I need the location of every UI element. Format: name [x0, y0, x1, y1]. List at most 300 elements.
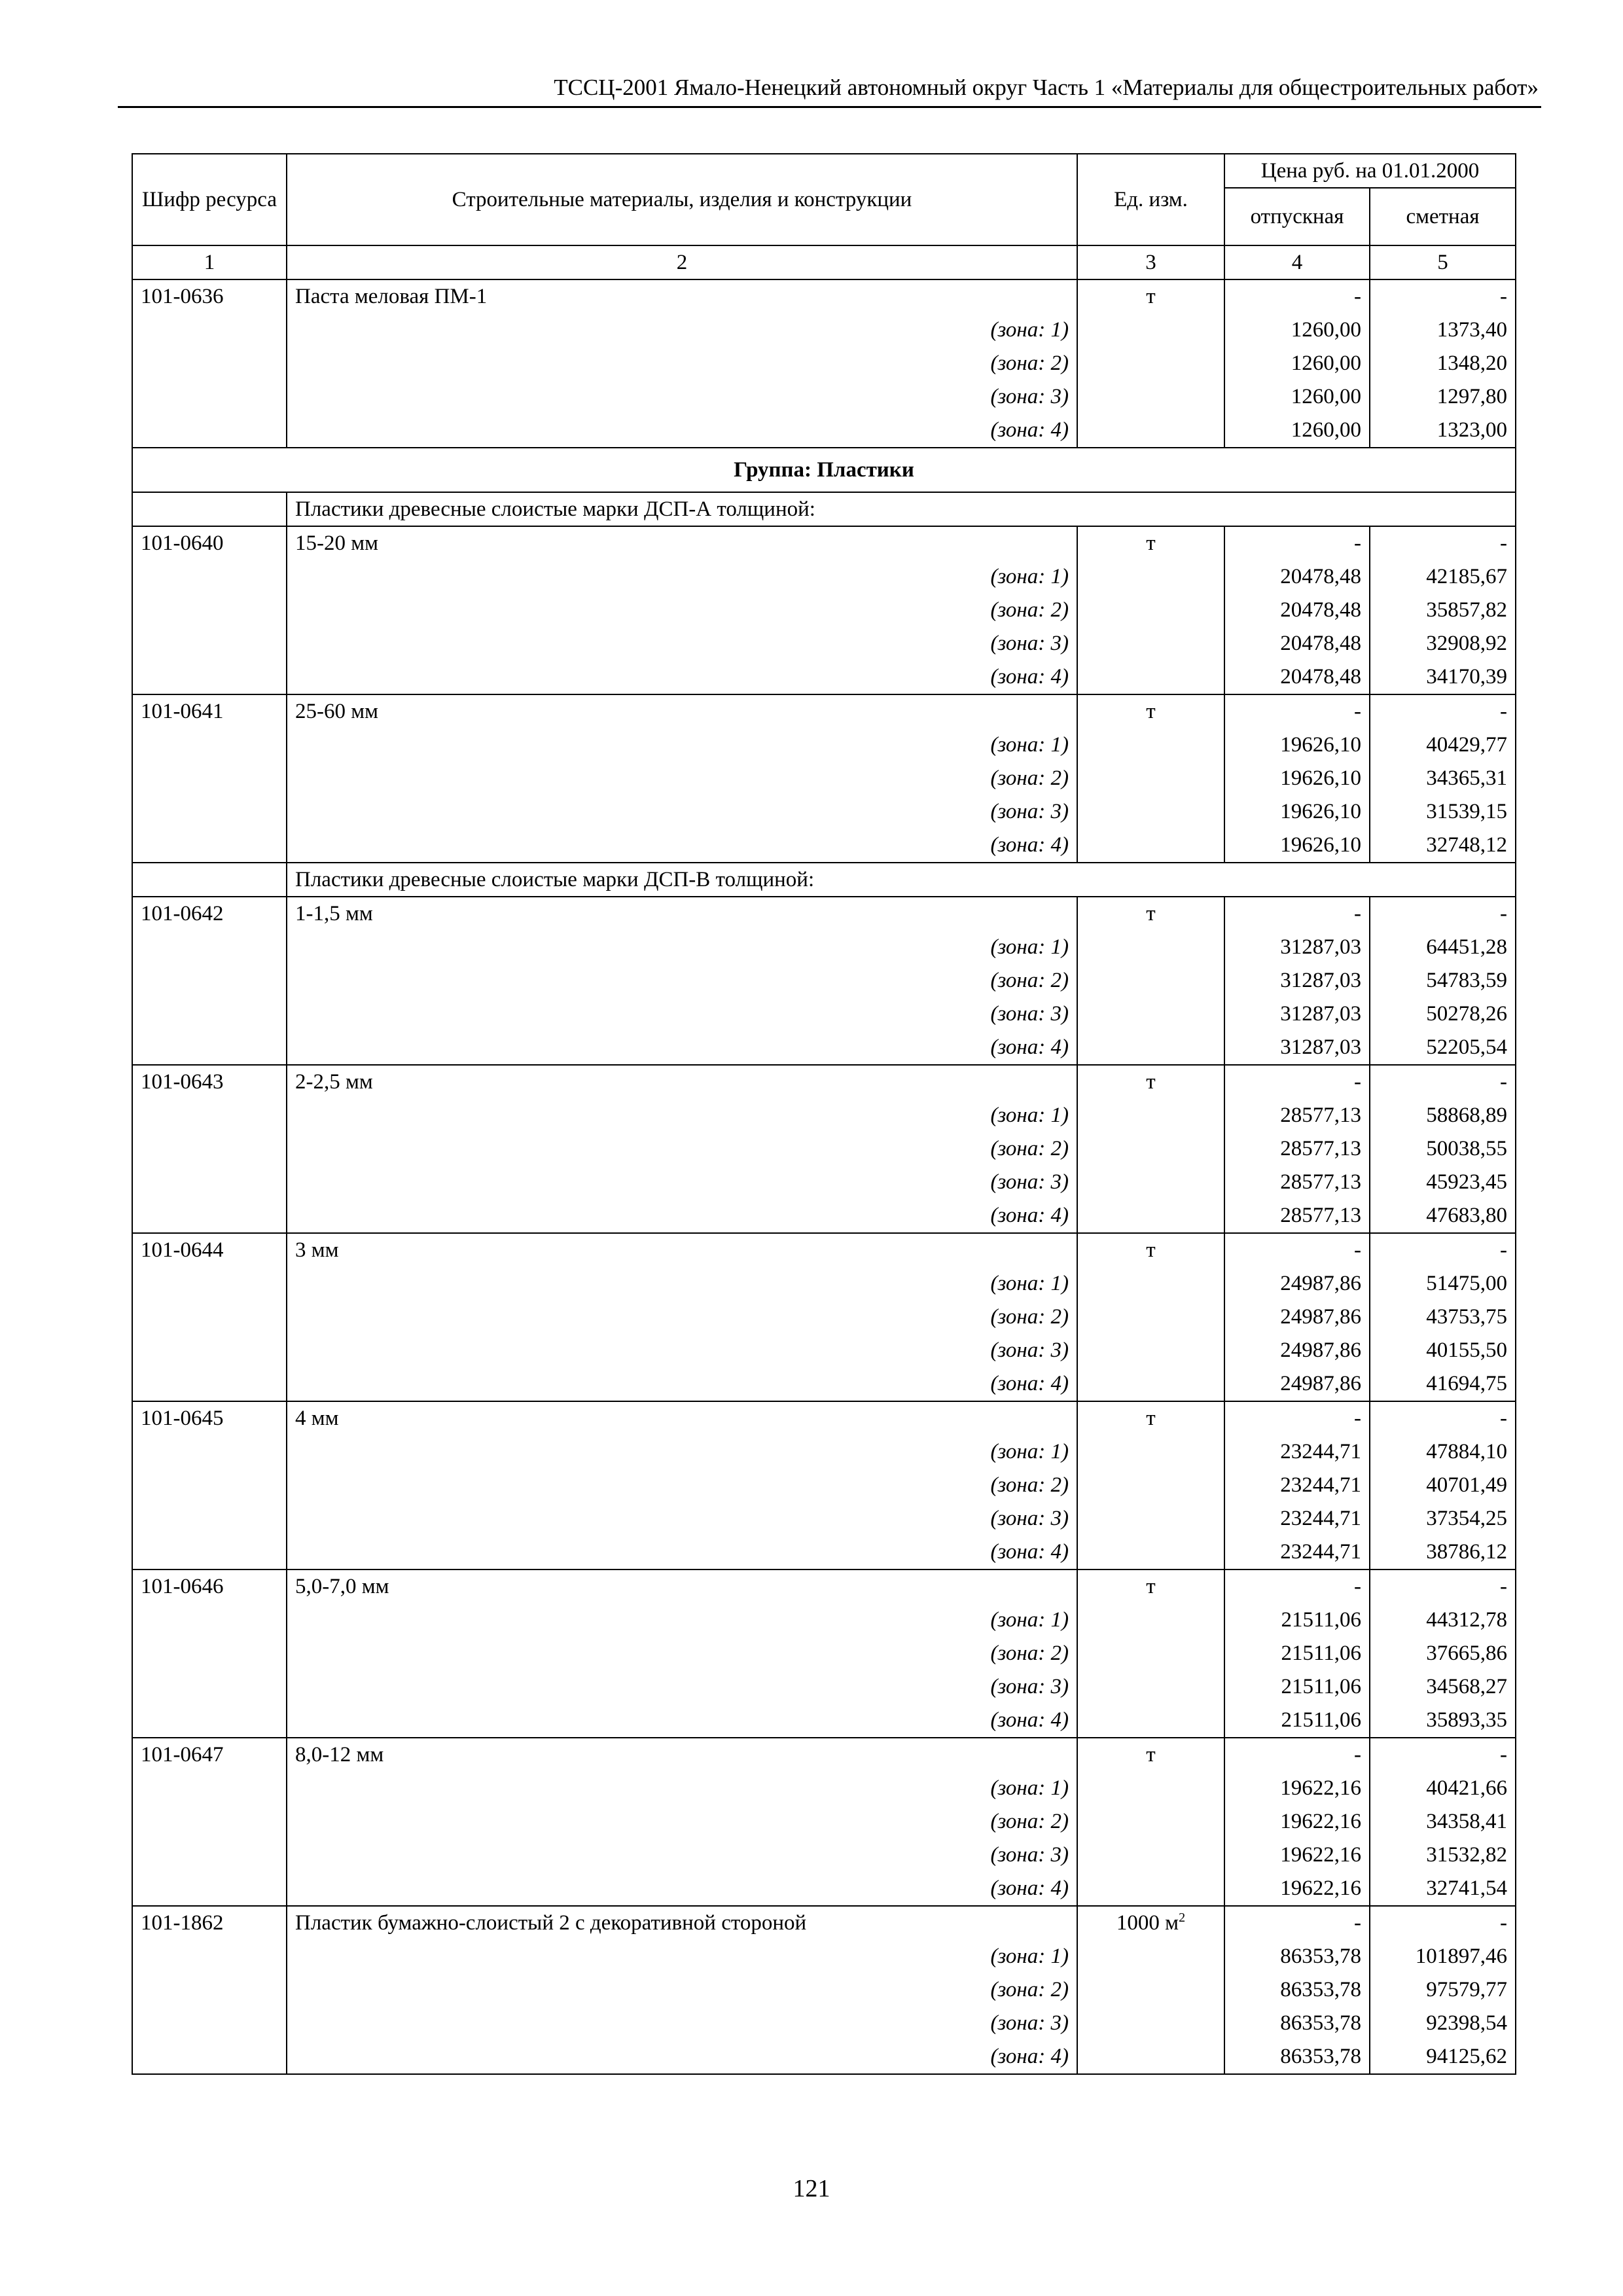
resource-code [132, 1704, 287, 1738]
resource-code [132, 964, 287, 997]
resource-code [132, 1535, 287, 1570]
release-price: 28577,13 [1224, 1166, 1370, 1199]
zone-row [132, 1334, 1516, 1367]
estimate-price: 47884,10 [1370, 1435, 1516, 1469]
unit-cell [1077, 660, 1224, 694]
zone-label: (зона: 3) [287, 627, 1077, 660]
header-code: Шифр ресурса [132, 154, 287, 245]
zone-label: (зона: 4) [287, 1872, 1077, 1906]
unit-cell [1077, 1166, 1224, 1199]
zone-label: (зона: 2) [287, 594, 1077, 627]
resource-code [132, 1166, 287, 1199]
resource-code [132, 1637, 287, 1670]
unit-cell [1077, 1199, 1224, 1233]
unit-cell [1077, 1367, 1224, 1401]
release-price: 24987,86 [1224, 1367, 1370, 1401]
resource-code: 101-0642 [132, 897, 287, 931]
unit-cell [1077, 964, 1224, 997]
zone-label: (зона: 1) [287, 560, 1077, 594]
zone-label: (зона: 1) [287, 1772, 1077, 1805]
release-price: 1260,00 [1224, 380, 1370, 414]
zone-row [132, 1469, 1516, 1502]
resource-code [132, 380, 287, 414]
table-header-row [132, 154, 1516, 188]
unit-cell [1077, 414, 1224, 448]
estimate-price: 34365,31 [1370, 762, 1516, 795]
estimate-price: - [1370, 1906, 1516, 1940]
resource-code: 101-0644 [132, 1233, 287, 1267]
unit-cell [1077, 1099, 1224, 1132]
zone-label: (зона: 3) [287, 1166, 1077, 1199]
zone-row [132, 829, 1516, 863]
release-price: - [1224, 1401, 1370, 1435]
resource-code [132, 414, 287, 448]
item-row [132, 694, 1516, 728]
subhead-row [132, 863, 1516, 897]
zone-row [132, 2007, 1516, 2040]
zone-row [132, 762, 1516, 795]
unit-text: т [1146, 1743, 1156, 1767]
zone-row [132, 347, 1516, 380]
estimate-price: 97579,77 [1370, 1973, 1516, 2007]
zone-label: (зона: 4) [287, 1535, 1077, 1570]
zone-row [132, 1300, 1516, 1334]
release-price: 31287,03 [1224, 931, 1370, 964]
zone-label: (зона: 1) [287, 1267, 1077, 1300]
column-number: 5 [1370, 245, 1516, 279]
release-price: - [1224, 897, 1370, 931]
release-price: 28577,13 [1224, 1199, 1370, 1233]
zone-label: (зона: 3) [287, 795, 1077, 829]
unit-cell [1077, 1839, 1224, 1872]
unit-cell [1077, 1031, 1224, 1065]
release-price: 1260,00 [1224, 347, 1370, 380]
release-price: - [1224, 526, 1370, 560]
zone-row [132, 1772, 1516, 1805]
price-table-body [132, 154, 1516, 2074]
zone-row [132, 1839, 1516, 1872]
release-price: 21511,06 [1224, 1704, 1370, 1738]
unit-text: т [1146, 902, 1156, 925]
resource-code [132, 1973, 287, 2007]
zone-row [132, 594, 1516, 627]
estimate-price: 40429,77 [1370, 728, 1516, 762]
column-number: 1 [132, 245, 287, 279]
zone-label: (зона: 2) [287, 1469, 1077, 1502]
zone-row [132, 1031, 1516, 1065]
zone-row [132, 1535, 1516, 1570]
zone-row [132, 1670, 1516, 1704]
unit-cell [1077, 1502, 1224, 1535]
zone-label: (зона: 2) [287, 1973, 1077, 2007]
zone-label: (зона: 1) [287, 1435, 1077, 1469]
resource-code [132, 314, 287, 347]
estimate-price: 44312,78 [1370, 1604, 1516, 1637]
unit-cell [1077, 1973, 1224, 2007]
estimate-price: 64451,28 [1370, 931, 1516, 964]
material-name: 4 мм [287, 1401, 1077, 1435]
zone-row [132, 1940, 1516, 1973]
resource-code [132, 1940, 287, 1973]
item-row [132, 897, 1516, 931]
column-number: 2 [287, 245, 1077, 279]
column-number-row [132, 245, 1516, 279]
zone-label: (зона: 1) [287, 931, 1077, 964]
release-price: 19622,16 [1224, 1872, 1370, 1906]
zone-label: (зона: 4) [287, 2040, 1077, 2074]
material-name: 1-1,5 мм [287, 897, 1077, 931]
estimate-price: 40701,49 [1370, 1469, 1516, 1502]
release-price: 21511,06 [1224, 1604, 1370, 1637]
release-price: - [1224, 1738, 1370, 1772]
zone-row [132, 414, 1516, 448]
zone-label: (зона: 4) [287, 1031, 1077, 1065]
unit-cell [1077, 728, 1224, 762]
estimate-price: - [1370, 1233, 1516, 1267]
item-row [132, 1570, 1516, 1604]
release-price: - [1224, 1065, 1370, 1099]
unit-cell [1077, 594, 1224, 627]
zone-label: (зона: 3) [287, 1502, 1077, 1535]
resource-code [132, 997, 287, 1031]
zone-row [132, 1199, 1516, 1233]
zone-row [132, 997, 1516, 1031]
resource-code [132, 1502, 287, 1535]
release-price: 86353,78 [1224, 2040, 1370, 2074]
unit-cell [1077, 560, 1224, 594]
resource-code: 101-1862 [132, 1906, 287, 1940]
material-name: 2-2,5 мм [287, 1065, 1077, 1099]
estimate-price: 1373,40 [1370, 314, 1516, 347]
release-price: 21511,06 [1224, 1670, 1370, 1704]
unit-cell [1077, 1738, 1224, 1772]
zone-row [132, 314, 1516, 347]
unit-cell [1077, 279, 1224, 314]
zone-label: (зона: 4) [287, 1367, 1077, 1401]
resource-code: 101-0646 [132, 1570, 287, 1604]
release-price: 20478,48 [1224, 660, 1370, 694]
resource-code [132, 627, 287, 660]
estimate-price: 47683,80 [1370, 1199, 1516, 1233]
unit-cell [1077, 627, 1224, 660]
material-name: 25-60 мм [287, 694, 1077, 728]
estimate-price: 38786,12 [1370, 1535, 1516, 1570]
estimate-price: 34358,41 [1370, 1805, 1516, 1839]
header-estimate: сметная [1370, 188, 1516, 245]
release-price: 19622,16 [1224, 1772, 1370, 1805]
unit-cell [1077, 762, 1224, 795]
estimate-price: - [1370, 1065, 1516, 1099]
resource-code [132, 1839, 287, 1872]
unit-cell [1077, 380, 1224, 414]
estimate-price: 32908,92 [1370, 627, 1516, 660]
zone-row [132, 728, 1516, 762]
estimate-price: - [1370, 897, 1516, 931]
estimate-price: 40421,66 [1370, 1772, 1516, 1805]
unit-cell [1077, 1670, 1224, 1704]
unit-text: т [1146, 1070, 1156, 1094]
resource-code: 101-0641 [132, 694, 287, 728]
estimate-price: 50038,55 [1370, 1132, 1516, 1166]
estimate-price: 31539,15 [1370, 795, 1516, 829]
unit-cell [1077, 795, 1224, 829]
subhead-text: Пластики древесные слоистые марки ДСП-В толщиной: [287, 863, 1516, 897]
unit-text: т [1146, 700, 1156, 723]
release-price: 24987,86 [1224, 1267, 1370, 1300]
release-price: 86353,78 [1224, 2007, 1370, 2040]
unit-cell [1077, 1535, 1224, 1570]
unit-text: 1000 м [1116, 1911, 1179, 1935]
estimate-price: 101897,46 [1370, 1940, 1516, 1973]
resource-code [132, 1872, 287, 1906]
estimate-price: 35857,82 [1370, 594, 1516, 627]
zone-row [132, 1805, 1516, 1839]
resource-code [132, 1300, 287, 1334]
release-price: 20478,48 [1224, 594, 1370, 627]
resource-code [132, 762, 287, 795]
estimate-price: 1348,20 [1370, 347, 1516, 380]
unit-cell [1077, 1604, 1224, 1637]
unit-cell [1077, 931, 1224, 964]
release-price: - [1224, 1570, 1370, 1604]
estimate-price: - [1370, 1570, 1516, 1604]
zone-row [132, 1435, 1516, 1469]
price-table [132, 153, 1516, 2075]
estimate-price: 31532,82 [1370, 1839, 1516, 1872]
release-price: 1260,00 [1224, 414, 1370, 448]
group-title: Группа: Пластики [132, 448, 1516, 492]
header-name: Строительные материалы, изделия и конструкции [287, 154, 1077, 245]
zone-row [132, 627, 1516, 660]
unit-text: т [1146, 531, 1156, 555]
resource-code [132, 1469, 287, 1502]
unit-cell [1077, 1267, 1224, 1300]
release-price: - [1224, 279, 1370, 314]
zone-label: (зона: 2) [287, 1805, 1077, 1839]
resource-code [132, 863, 287, 897]
resource-code [132, 829, 287, 863]
zone-label: (зона: 1) [287, 1099, 1077, 1132]
zone-label: (зона: 1) [287, 728, 1077, 762]
item-row [132, 1738, 1516, 1772]
unit-cell [1077, 526, 1224, 560]
estimate-price: - [1370, 526, 1516, 560]
resource-code [132, 1805, 287, 1839]
resource-code: 101-0636 [132, 279, 287, 314]
zone-row [132, 1604, 1516, 1637]
release-price: 28577,13 [1224, 1099, 1370, 1132]
zone-label: (зона: 2) [287, 1637, 1077, 1670]
item-row [132, 526, 1516, 560]
resource-code [132, 1031, 287, 1065]
release-price: 23244,71 [1224, 1435, 1370, 1469]
unit-cell [1077, 1570, 1224, 1604]
unit-cell [1077, 1401, 1224, 1435]
subhead-text: Пластики древесные слоистые марки ДСП-А толщиной: [287, 492, 1516, 526]
zone-label: (зона: 4) [287, 660, 1077, 694]
material-name: Паста меловая ПМ-1 [287, 279, 1077, 314]
zone-label: (зона: 3) [287, 380, 1077, 414]
unit-cell [1077, 997, 1224, 1031]
material-name: Пластик бумажно-слоистый 2 с декоративной стороной [287, 1906, 1077, 1940]
resource-code [132, 492, 287, 526]
unit-cell [1077, 1906, 1224, 1940]
resource-code [132, 1670, 287, 1704]
estimate-price: 35893,35 [1370, 1704, 1516, 1738]
unit-cell [1077, 314, 1224, 347]
header-unit: Ед. изм. [1077, 154, 1224, 245]
zone-label: (зона: 1) [287, 1940, 1077, 1973]
unit-cell [1077, 1805, 1224, 1839]
estimate-price: 92398,54 [1370, 2007, 1516, 2040]
release-price: 31287,03 [1224, 1031, 1370, 1065]
zone-label: (зона: 3) [287, 1334, 1077, 1367]
resource-code [132, 1334, 287, 1367]
estimate-price: 37665,86 [1370, 1637, 1516, 1670]
resource-code: 101-0640 [132, 526, 287, 560]
estimate-price: 1297,80 [1370, 380, 1516, 414]
estimate-price: 58868,89 [1370, 1099, 1516, 1132]
running-header-text: ТССЦ-2001 Ямало-Ненецкий автономный округ Часть 1 «Материалы для общестроительных работ» [554, 75, 1539, 100]
item-row [132, 279, 1516, 314]
zone-row [132, 560, 1516, 594]
unit-cell [1077, 1469, 1224, 1502]
unit-cell [1077, 1132, 1224, 1166]
resource-code [132, 1199, 287, 1233]
estimate-price: 50278,26 [1370, 997, 1516, 1031]
release-price: 19622,16 [1224, 1839, 1370, 1872]
zone-label: (зона: 4) [287, 829, 1077, 863]
running-header [118, 72, 1541, 108]
zone-label: (зона: 2) [287, 1132, 1077, 1166]
group-row [132, 448, 1516, 492]
estimate-price: 94125,62 [1370, 2040, 1516, 2074]
unit-cell [1077, 1704, 1224, 1738]
estimate-price: - [1370, 1738, 1516, 1772]
release-price: 19626,10 [1224, 728, 1370, 762]
estimate-price: 40155,50 [1370, 1334, 1516, 1367]
zone-row [132, 1367, 1516, 1401]
resource-code [132, 660, 287, 694]
release-price: - [1224, 1906, 1370, 1940]
zone-label: (зона: 2) [287, 1300, 1077, 1334]
release-price: 23244,71 [1224, 1469, 1370, 1502]
resource-code [132, 1267, 287, 1300]
release-price: 31287,03 [1224, 997, 1370, 1031]
release-price: 23244,71 [1224, 1502, 1370, 1535]
release-price: 21511,06 [1224, 1637, 1370, 1670]
unit-cell [1077, 1637, 1224, 1670]
unit-cell [1077, 829, 1224, 863]
material-name: 3 мм [287, 1233, 1077, 1267]
column-number: 3 [1077, 245, 1224, 279]
unit-cell [1077, 1772, 1224, 1805]
zone-row [132, 660, 1516, 694]
resource-code [132, 1604, 287, 1637]
estimate-price: 54783,59 [1370, 964, 1516, 997]
zone-row [132, 1099, 1516, 1132]
unit-cell [1077, 897, 1224, 931]
zone-row [132, 1973, 1516, 2007]
resource-code [132, 1132, 287, 1166]
header-price: Цена руб. на 01.01.2000 [1224, 154, 1516, 188]
estimate-price: 32741,54 [1370, 1872, 1516, 1906]
release-price: 24987,86 [1224, 1334, 1370, 1367]
item-row [132, 1401, 1516, 1435]
column-number: 4 [1224, 245, 1370, 279]
estimate-price: 42185,67 [1370, 560, 1516, 594]
zone-label: (зона: 1) [287, 1604, 1077, 1637]
release-price: 1260,00 [1224, 314, 1370, 347]
zone-label: (зона: 4) [287, 1704, 1077, 1738]
zone-row [132, 380, 1516, 414]
material-name: 8,0-12 мм [287, 1738, 1077, 1772]
unit-cell [1077, 2040, 1224, 2074]
material-name: 15-20 мм [287, 526, 1077, 560]
zone-row [132, 1872, 1516, 1906]
resource-code [132, 795, 287, 829]
release-price: 19626,10 [1224, 829, 1370, 863]
resource-code: 101-0643 [132, 1065, 287, 1099]
zone-label: (зона: 2) [287, 762, 1077, 795]
unit-cell [1077, 1334, 1224, 1367]
resource-code: 101-0645 [132, 1401, 287, 1435]
estimate-price: 51475,00 [1370, 1267, 1516, 1300]
unit-cell [1077, 1300, 1224, 1334]
unit-text: т [1146, 285, 1156, 308]
zone-label: (зона: 3) [287, 997, 1077, 1031]
release-price: - [1224, 1233, 1370, 1267]
zone-row [132, 1132, 1516, 1166]
estimate-price: 1323,00 [1370, 414, 1516, 448]
unit-cell [1077, 1065, 1224, 1099]
unit-text: т [1146, 1407, 1156, 1430]
zone-label: (зона: 3) [287, 1670, 1077, 1704]
zone-row [132, 1166, 1516, 1199]
zone-label: (зона: 3) [287, 2007, 1077, 2040]
release-price: 19622,16 [1224, 1805, 1370, 1839]
resource-code [132, 594, 287, 627]
estimate-price: 41694,75 [1370, 1367, 1516, 1401]
material-name: 5,0-7,0 мм [287, 1570, 1077, 1604]
release-price: 20478,48 [1224, 627, 1370, 660]
estimate-price: 37354,25 [1370, 1502, 1516, 1535]
release-price: 31287,03 [1224, 964, 1370, 997]
item-row [132, 1233, 1516, 1267]
release-price: - [1224, 694, 1370, 728]
unit-cell [1077, 1872, 1224, 1906]
zone-label: (зона: 1) [287, 314, 1077, 347]
zone-row [132, 931, 1516, 964]
release-price: 86353,78 [1224, 1973, 1370, 2007]
unit-cell [1077, 694, 1224, 728]
release-price: 19626,10 [1224, 795, 1370, 829]
zone-label: (зона: 3) [287, 1839, 1077, 1872]
release-price: 24987,86 [1224, 1300, 1370, 1334]
resource-code [132, 2040, 287, 2074]
estimate-price: - [1370, 279, 1516, 314]
release-price: 23244,71 [1224, 1535, 1370, 1570]
release-price: 28577,13 [1224, 1132, 1370, 1166]
unit-superscript: 2 [1179, 1910, 1186, 1925]
estimate-price: 45923,45 [1370, 1166, 1516, 1199]
zone-row [132, 964, 1516, 997]
resource-code [132, 1772, 287, 1805]
item-row [132, 1065, 1516, 1099]
estimate-price: 43753,75 [1370, 1300, 1516, 1334]
estimate-price: 34568,27 [1370, 1670, 1516, 1704]
resource-code [132, 1367, 287, 1401]
